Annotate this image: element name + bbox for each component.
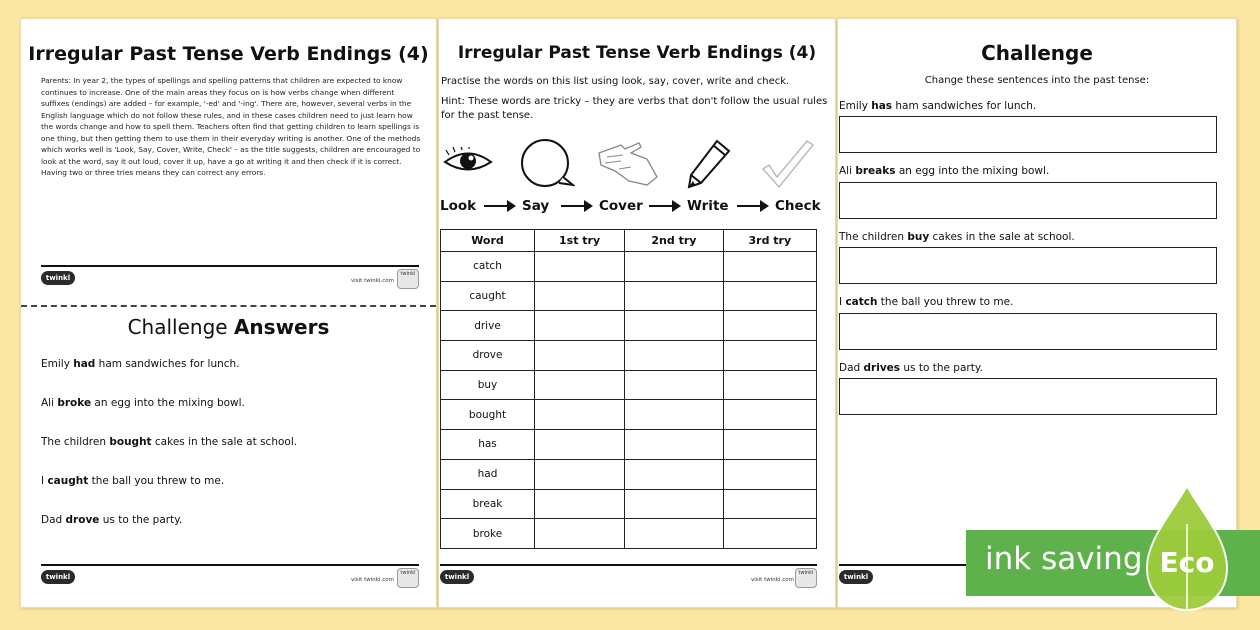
try-cell[interactable]	[625, 311, 723, 341]
step-check: Check	[775, 198, 821, 214]
try-cell[interactable]	[625, 370, 723, 400]
twinkl-logo: twinkl	[41, 271, 75, 285]
answer-line: Ali broke an egg into the mixing bowl.	[41, 397, 245, 409]
answer-box[interactable]	[839, 116, 1217, 153]
try-cell[interactable]	[723, 489, 816, 519]
speech-bubble-icon	[519, 137, 575, 193]
try-cell[interactable]	[625, 252, 723, 282]
try-cell[interactable]	[625, 459, 723, 489]
step-arrow	[561, 205, 591, 207]
visit-link[interactable]: visit twinkl.com	[751, 577, 794, 583]
word-cell: break	[441, 489, 535, 519]
step-write: Write	[687, 198, 729, 214]
practice-page	[438, 18, 836, 608]
word-cell: catch	[441, 252, 535, 282]
try-cell[interactable]	[625, 341, 723, 371]
eye-icon	[443, 147, 493, 175]
answer-line: Emily had ham sandwiches for lunch.	[41, 358, 240, 370]
spelling-table	[440, 229, 817, 549]
answer-box[interactable]	[839, 182, 1217, 219]
twinkl-badge: twinkl	[795, 568, 817, 588]
answers-title-prefix: Challenge	[127, 315, 228, 339]
step-arrow	[649, 205, 679, 207]
cut-line	[21, 305, 436, 307]
step-look: Look	[440, 198, 477, 214]
hint-text: Hint: These words are tricky – they are verbs that don't follow the usual rules for the past tense.	[441, 96, 828, 121]
try-cell[interactable]	[535, 311, 625, 341]
try-cell[interactable]	[723, 341, 816, 371]
answer-box[interactable]	[839, 313, 1217, 350]
column-header: 1st try	[535, 230, 625, 252]
step-arrow	[737, 205, 767, 207]
visit-link[interactable]: visit twinkl.com	[351, 577, 394, 583]
table-row	[441, 341, 817, 371]
challenge-sentence: Emily has ham sandwiches for lunch.	[839, 100, 1037, 112]
column-header: 2nd try	[625, 230, 723, 252]
footer-rule	[41, 564, 419, 566]
twinkl-logo: twinkl	[41, 570, 75, 584]
try-cell[interactable]	[535, 519, 625, 549]
try-cell[interactable]	[625, 519, 723, 549]
word-cell: buy	[441, 370, 535, 400]
answer-box[interactable]	[839, 247, 1217, 284]
ink-saving-text: ink saving	[985, 541, 1143, 577]
try-cell[interactable]	[625, 489, 723, 519]
word-cell: bought	[441, 400, 535, 430]
column-header: 3rd try	[723, 230, 816, 252]
challenge-sentence: The children buy cakes in the sale at school.	[839, 231, 1075, 243]
hand-icon	[595, 137, 661, 189]
try-cell[interactable]	[723, 430, 816, 460]
table-row	[441, 430, 817, 460]
table-row	[441, 370, 817, 400]
try-cell[interactable]	[723, 281, 816, 311]
try-cell[interactable]	[535, 370, 625, 400]
word-cell: has	[441, 430, 535, 460]
twinkl-logo: twinkl	[839, 570, 873, 584]
try-cell[interactable]	[723, 400, 816, 430]
step-say: Say	[522, 198, 550, 214]
try-cell[interactable]	[723, 311, 816, 341]
table-row	[441, 252, 817, 282]
try-cell[interactable]	[625, 281, 723, 311]
check-mark-icon	[759, 137, 815, 189]
table-row	[441, 459, 817, 489]
challenge-sentence: Dad drives us to the party.	[839, 362, 983, 374]
challenge-sentence: I catch the ball you threw to me.	[839, 296, 1014, 308]
parent-notes: Parents: In year 2, the types of spellings and spelling patterns that children are expected to know continues to increase. One of the main areas they focus on is how verbs change when different suffixes (endings) are added – for example, '-ed' and '-ing'. There are, however, several verbs in the English language which do not follow these rules, and in these cases children need to just learn how the words change and how to spell them. Teachers often find that getting children to learn spellings is one thing, but then getting them to use them in their everyday writing is another. One of the methods which works well is 'Look, Say, Cover, Write, Check' – as the title suggests, children are encouraged to look at the word, say it out loud, cover it up, have a go at writing it and then check if it is correct. Having two or three tries means they can correct any errors.	[41, 76, 421, 177]
visit-link[interactable]: visit twinkl.com	[351, 278, 394, 284]
column-header: Word	[441, 230, 535, 252]
try-cell[interactable]	[535, 341, 625, 371]
pencil-icon	[687, 139, 731, 189]
try-cell[interactable]	[535, 489, 625, 519]
word-cell: drive	[441, 311, 535, 341]
table-row	[441, 311, 817, 341]
page-title: Irregular Past Tense Verb Endings (4)	[28, 43, 429, 65]
word-cell: broke	[441, 519, 535, 549]
word-cell: caught	[441, 281, 535, 311]
table-row	[441, 281, 817, 311]
footer-rule	[440, 564, 817, 566]
try-cell[interactable]	[535, 459, 625, 489]
table-row	[441, 400, 817, 430]
answer-line: The children bought cakes in the sale at school.	[41, 436, 298, 448]
page-title: Irregular Past Tense Verb Endings (4)	[457, 43, 817, 63]
try-cell[interactable]	[723, 459, 816, 489]
table-row	[441, 519, 817, 549]
try-cell[interactable]	[535, 281, 625, 311]
try-cell[interactable]	[723, 370, 816, 400]
eco-leaf-icon	[1145, 484, 1229, 612]
answer-line: I caught the ball you threw to me.	[41, 475, 225, 487]
answer-box[interactable]	[839, 378, 1217, 415]
try-cell[interactable]	[535, 400, 625, 430]
try-cell[interactable]	[723, 519, 816, 549]
try-cell[interactable]	[535, 252, 625, 282]
step-cover: Cover	[599, 198, 643, 214]
footer-rule	[41, 265, 419, 267]
word-cell: drove	[441, 341, 535, 371]
twinkl-badge: twinkl	[397, 269, 419, 289]
try-cell[interactable]	[535, 430, 625, 460]
twinkl-badge: twinkl	[397, 568, 419, 588]
challenge-instruction: Change these sentences into the past tense:	[924, 75, 1150, 86]
table-header-row	[441, 230, 817, 252]
answers-title-bold: Answers	[233, 315, 330, 339]
page-title: Challenge	[981, 41, 1093, 65]
table-row	[441, 489, 817, 519]
challenge-sentence: Ali breaks an egg into the mixing bowl.	[839, 165, 1050, 177]
instruction-text: Practise the words on this list using look, say, cover, write and check.	[441, 76, 790, 87]
try-cell[interactable]	[625, 400, 723, 430]
try-cell[interactable]	[625, 430, 723, 460]
twinkl-logo: twinkl	[440, 570, 474, 584]
parent-notes-page	[20, 18, 437, 608]
step-arrow	[484, 205, 514, 207]
eco-label: Eco	[1159, 546, 1215, 579]
word-cell: had	[441, 459, 535, 489]
answer-line: Dad drove us to the party.	[41, 514, 183, 526]
answers-title	[21, 315, 436, 339]
try-cell[interactable]	[723, 252, 816, 282]
